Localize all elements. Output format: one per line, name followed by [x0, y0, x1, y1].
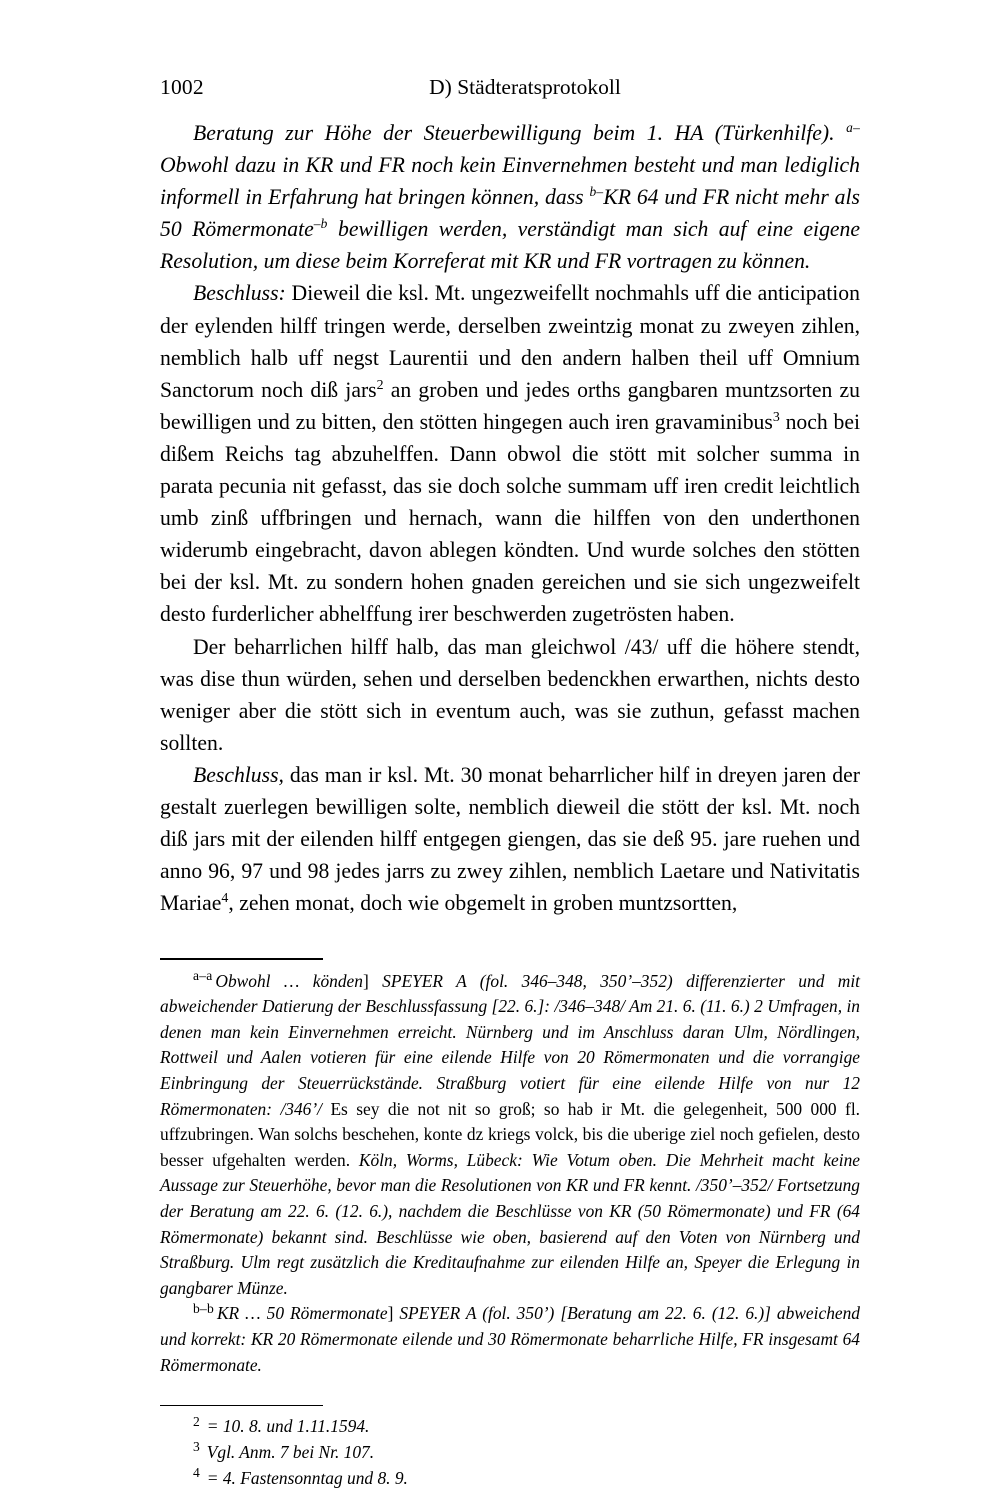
apparatus-note-a-roman-1: Es sey die not nit so groß; so hab ir Mt. die gelegenheit, 500 000 fl. uffzubringen. Wan solchs beschehen, konte dz kriegs volck, bis die uberige ziel noch gefielen, desto besser ufgehalten werden. — [160, 1098, 860, 1170]
beschluss-text-2: an groben und jedes orths gangbaren muntzsorten zu bewilligen und zu bitten, den stötten hingegen auch iren gravaminibus — [160, 377, 860, 434]
footnote-ref-4[interactable]: 4 — [221, 891, 229, 907]
running-head-title: D) Städteratsprotokoll — [429, 75, 621, 99]
footnote-item — [160, 1466, 860, 1492]
beschluss-text-1: Dieweil die ksl. Mt. ungezweifellt nochmahls uff die anticipation der eylenden hilff tringen werde, derselben zweintzig monat zu zweyen zihlen, nemblich halb uff negst Laurentii und den andern halben theil uff Omnium Sanctorum noch diß jars — [160, 281, 860, 402]
apparatus-note-a-bracket: ] — [362, 970, 369, 991]
numbered-footnotes — [160, 1405, 860, 1492]
apparatus-note-a-italic-1: SPEYER A (fol. 346–348, 350’–352) differenzierter und mit abweichender Datierung der Beschlussfassung [22. 6.]: /346–348/ Am 21. 6. (11. 6.) 2 Umfragen, in denen man kein Einvernehmen erreicht. Nürnberg und im Anschluss daran Ulm, Nördlingen, Rottweil und Aalen votieren für eine eilende Hilfe von 20 Römermonaten und die vorrangige Einbringung der Steuerrückstände. Straßburg votiert für eine eilende Hilfe von nur 12 Römermonaten: /346’/ — [160, 970, 860, 1119]
regest-lead: Beratung zur Höhe der Steuerbewilligung beim 1. HA (Türkenhilfe). — [193, 121, 835, 145]
footnote-ref-3[interactable]: 3 — [772, 409, 780, 425]
apparatus-marker-b-open: b– — [589, 183, 604, 199]
apparatus-note-b-marker: b–b — [193, 1300, 214, 1316]
apparatus-note-b-text: SPEYER A (fol. 350’) [Beratung am 22. 6. (12. 6.)] abweichend und korrekt: KR 20 Römermonate eilende und 30 Römermonate beharrliche Hilfe, FR insgesamt 64 Römermonate. — [160, 1303, 860, 1375]
beschluss-2-text-2: , zehen monat, doch wie obgemelt in groben muntzsortten, — [228, 891, 738, 916]
footnote-text: Vgl. Anm. 7 bei Nr. 107. — [206, 1442, 375, 1463]
apparatus-note-b-bracket: ] — [387, 1303, 394, 1324]
footnote-ref-2[interactable]: 2 — [376, 377, 384, 393]
critical-apparatus — [160, 958, 860, 1378]
footnote-text: = 4. Fastensonntag und 8. 9. — [206, 1468, 408, 1489]
footnote-number: 3 — [193, 1439, 200, 1455]
paragraph-beschluss-2 — [160, 759, 860, 919]
apparatus-rule — [160, 958, 323, 959]
footnote-item — [160, 1414, 860, 1440]
apparatus-marker-a-open: a– — [846, 119, 861, 135]
apparatus-note-a — [160, 969, 860, 1302]
beschluss-2-text-1: das man ir ksl. Mt. 30 monat beharrlicher hilf in dreyen jaren der gestalt zuerlegen bewilligen solte, nemblich dieweil die stött der ksl. Mt. noch diß jars mit der eilenden hilff entgegen giengen, das sie deß 95. jare ruehen und anno 96, 97 und 98 jedes jarrs zu zwey zihlen, nemblich Laetare und Nativitatis Mariae — [160, 762, 860, 916]
beschluss-lead: Beschluss: — [193, 281, 286, 306]
footnote-number: 4 — [193, 1465, 200, 1481]
apparatus-note-b-lemma: KR … 50 Römermonate — [216, 1303, 388, 1324]
apparatus-note-a-marker: a–a — [193, 967, 213, 983]
footnote-number: 2 — [193, 1413, 200, 1429]
page-content — [160, 70, 860, 1492]
beschluss-2-lead: Beschluss, — [193, 762, 284, 787]
apparatus-marker-b-close: –b — [313, 216, 328, 232]
regest-text-3: bewilligen werden, verständigt man sich auf eine eigene Resolution, um diese beim Korreferat mit KR und FR vortragen zu können. — [160, 217, 861, 274]
paragraph-beharrlich: Der beharrlichen hilff halb, das man gleichwol /43/ uff die höhere stendt, was dise thun würden, sehen und derselben bedenckhen erwarthen, nichts desto weniger aber die stött sich in eventum auch, was sie zuthun, gefasst machen sollten. — [160, 634, 860, 755]
main-text — [160, 117, 860, 919]
page-number: 1002 — [160, 75, 204, 99]
footnote-item — [160, 1440, 860, 1466]
paragraph-beschluss-1 — [160, 277, 860, 630]
regest-text-2: KR 64 und FR nicht mehr als 50 Römermonate — [160, 185, 860, 242]
beschluss-text-3: noch bei dißem Reichs tag abzuhelffen. Dann obwol die stött mit solcher summa in parata pecunia nit gefasst, das sie doch solche summam uff iren credit leichtlich umb zinß uffbringen und hernach, wann die hilffen von den underthonen widerumb eingebracht, davon ablegen köndten. Und wurde solches den stötten bei der ksl. Mt. zu sondern hohen gnaden gereichen und sie sich ungezweifelt desto furderlicher abhelffung irer beschwerden zugetrösten haben. — [160, 409, 861, 627]
apparatus-note-a-italic-2: Köln, Worms, Lübeck: Wie Votum oben. Die Mehrheit macht keine Aussage zur Steuerhöhe, bevor man die Resolutionen von KR und FR kennt. /350’–352/ Fortsetzung der Beratung am 22. 6. (12. 6.), nachdem die Beschlüsse von KR (50 Römermonate) und FR (64 Römermonate) bekannt sind. Beschlüsse wie oben, basierend auf den Voten von Nürnberg und Straßburg. Ulm regt zusätzlich die Kreditaufnahme zur eilenden Hilfe an, Speyer die Erlegung in gangbarer Münze. — [160, 1149, 861, 1298]
footnote-rule — [160, 1405, 323, 1406]
apparatus-note-a-lemma: Obwohl … könden — [215, 970, 363, 991]
apparatus-note-b — [160, 1301, 860, 1378]
running-head — [160, 70, 860, 104]
footnote-text: = 10. 8. und 1.11.1594. — [206, 1416, 370, 1437]
paragraph-regest — [160, 117, 860, 277]
regest-text-1: Obwohl dazu in KR und FR noch kein Einvernehmen besteht und man lediglich informell in Erfahrung hat bringen können, dass — [160, 153, 860, 210]
